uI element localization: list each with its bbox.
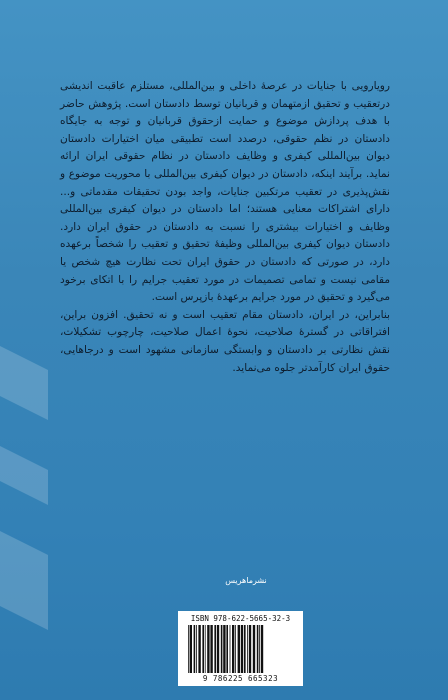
barcode-bar <box>196 625 197 673</box>
barcode-bar <box>188 625 189 673</box>
barcode-bar <box>259 625 260 673</box>
barcode-bar <box>205 625 206 673</box>
decorative-letters <box>0 330 68 650</box>
barcode-bar <box>226 625 228 673</box>
isbn-number: ISBN 978-622-5665-32-3 <box>190 614 291 623</box>
barcode-bar <box>198 625 200 673</box>
barcode-bar <box>230 625 231 673</box>
blurb-paragraph-2: بنابراین، در ایران، دادستان مقام تعقیب است و نه تحقیق. افزون براین، افتراقاتی در گسترهٔ صلاحیت، نحوهٔ اعمال صلاحیت، چارچوب تشکیلات، نقش نظارتی بر دادستان و وابستگی سازمانی مشهود است و درجاهایی، حقوق ایران کارآمدتر جلوه می‌نماید. <box>60 308 390 374</box>
barcode-bar <box>235 625 236 673</box>
barcode-bar <box>261 625 263 673</box>
blurb-paragraph-1: رویارویی با جنایات در عرصهٔ داخلی و بین‌المللی، مستلزم عاقبت اندیشی درتعقیب و تحقیق ازمتهمان و قربانیان توسط دادستان است. پژوهش حاضر با هدف پردازش موضوع و حمایت ازحقوق قربانیان و توجه به جایگاه دادستان در نظم حقوقی، درصدد است تطبیقی میان اختیارات دادستان دیوان بین‌المللی کیفری و وظایف دادستان در نظام حقوقی ایران ارائه نماید. برآیند اینکه، دادستان در دیوان کیفری بین‌المللی با محوریت موضوع و نقش‌پذیری در تعقیب مرتکبین جنایات، واجد بودن تحقیقات مقدماتی و... دارای اشتراکات معنایی هستند؛ اما دادستان در دیوان کیفری بین‌المللی وظایف و اختیارات بیشتری را نسبت به دادستان در حقوق ایران دارد. دادستان دیوان کیفری بین‌المللی وظیفهٔ تحقیق و تعقیب را شخصاً برعهده دارد، در صورتی که دادستان در حقوق ایران تحت نظارت هیچ شخص یا مقامی نیست و تمامی تصمیمات در مورد تعقیب جرایم را با اتکای برخود می‌گیرد و تحقیق در مورد جرایم برعهدهٔ بازپرس است. <box>60 80 390 304</box>
isbn-barcode-box <box>178 611 303 686</box>
publisher-name: نشرماهریس <box>225 576 267 585</box>
barcode-digits: 9 786225 665323 <box>202 674 279 683</box>
barcode-bar <box>253 625 255 673</box>
back-cover-blurb <box>60 78 390 377</box>
barcode-bar <box>210 625 212 673</box>
barcode-bar <box>207 625 209 673</box>
barcode-bar <box>249 625 251 673</box>
barcode-bar <box>202 625 204 673</box>
barcode-bar <box>238 625 240 673</box>
barcode-bar <box>190 625 192 673</box>
barcode-bar <box>194 625 196 673</box>
barcode-bar <box>221 625 223 673</box>
barcode-bar <box>217 625 219 673</box>
barcode-bar <box>247 625 248 673</box>
barcode-bar <box>232 625 234 673</box>
barcode-bar <box>244 625 246 673</box>
barcode-bar <box>223 625 225 673</box>
barcode <box>186 625 295 673</box>
barcode-bar <box>257 625 259 673</box>
barcode-bar <box>214 625 216 673</box>
barcode-bar <box>241 625 243 673</box>
